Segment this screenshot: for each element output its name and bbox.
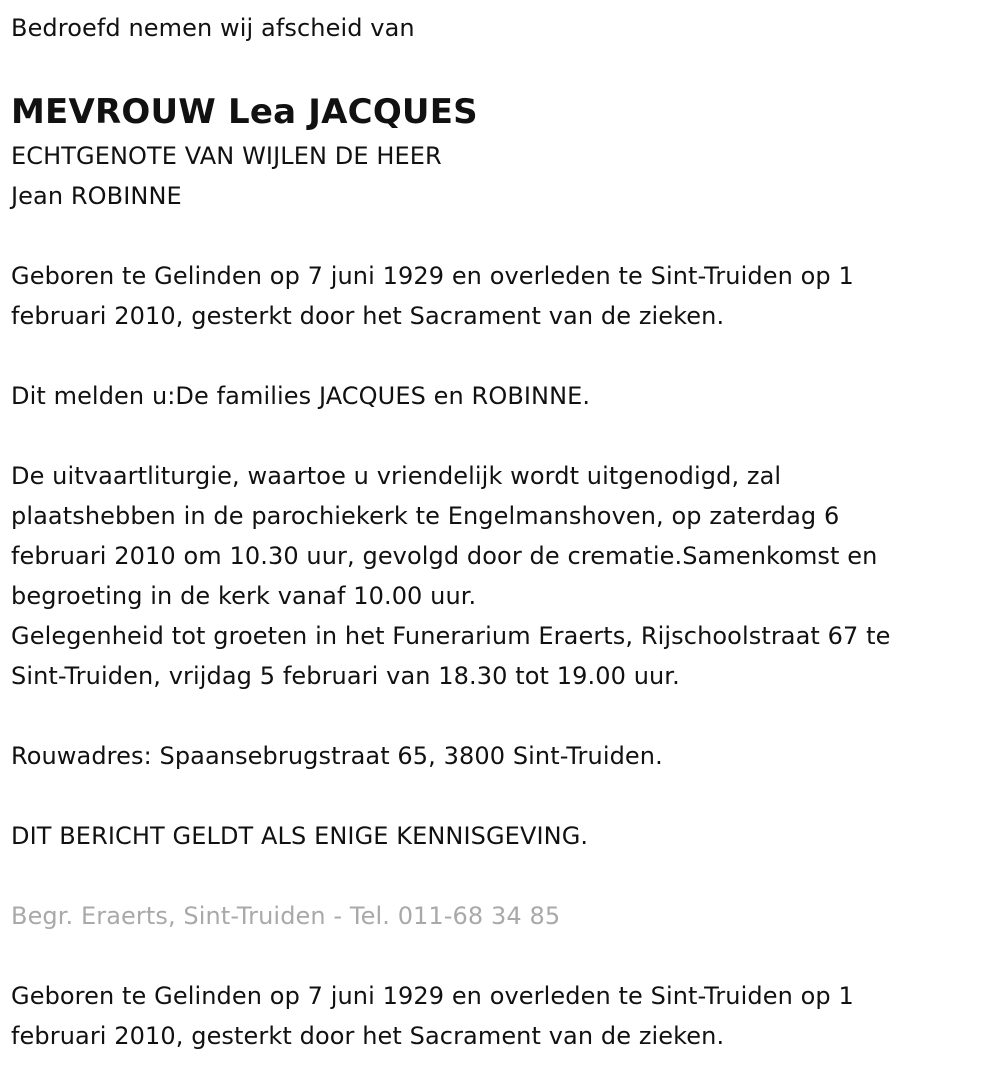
funeral-line: plaatshebben in de parochiekerk te Engelmanshoven, op zaterdag 6 — [11, 502, 840, 530]
visitation-line: Sint-Truiden, vrijdag 5 februari van 18.30 tot 19.00 uur. — [11, 662, 680, 690]
birth-death-line: februari 2010, gesterkt door het Sacrament van de zieken. — [11, 302, 725, 330]
official-notice-text: DIT BERICHT GELDT ALS ENIGE KENNISGEVING. — [11, 822, 589, 850]
funeral-line: februari 2010 om 10.30 uur, gevolgd door de crematie.Samenkomst en — [11, 542, 878, 570]
announced-by-text: Dit melden u:De families JACQUES en ROBINNE. — [11, 382, 591, 410]
birth-death-line: Geboren te Gelinden op 7 juni 1929 en overleden te Sint-Truiden op 1 — [11, 262, 854, 290]
funeral-line: De uitvaartliturgie, waartoe u vriendelijk wordt uitgenodigd, zal — [11, 462, 782, 490]
birth-death-line: Geboren te Gelinden op 7 juni 1929 en overleden te Sint-Truiden op 1 — [11, 982, 854, 1010]
funeral-paragraph — [11, 456, 990, 696]
spouse-name: Jean ROBINNE — [11, 182, 182, 210]
relation-text: ECHTGENOTE VAN WIJLEN DE HEER — [11, 142, 442, 170]
intro-text: Bedroefd nemen wij afscheid van — [11, 14, 415, 42]
mourning-address: Rouwadres: Spaansebrugstraat 65, 3800 Sint-Truiden. — [11, 742, 663, 770]
deceased-name: MEVROUW Lea JACQUES — [11, 92, 478, 132]
funeral-line: begroeting in de kerk vanaf 10.00 uur. — [11, 582, 477, 610]
deceased-block — [11, 88, 990, 216]
birth-death-paragraph — [11, 256, 990, 336]
birth-death-line: februari 2010, gesterkt door het Sacrament van de zieken. — [11, 1022, 725, 1050]
visitation-line: Gelegenheid tot groeten in het Funerarium Eraerts, Rijschoolstraat 67 te — [11, 622, 891, 650]
undertaker-info: Begr. Eraerts, Sint-Truiden - Tel. 011-68 34 85 — [11, 902, 561, 930]
birth-death-paragraph-repeat — [11, 976, 990, 1056]
